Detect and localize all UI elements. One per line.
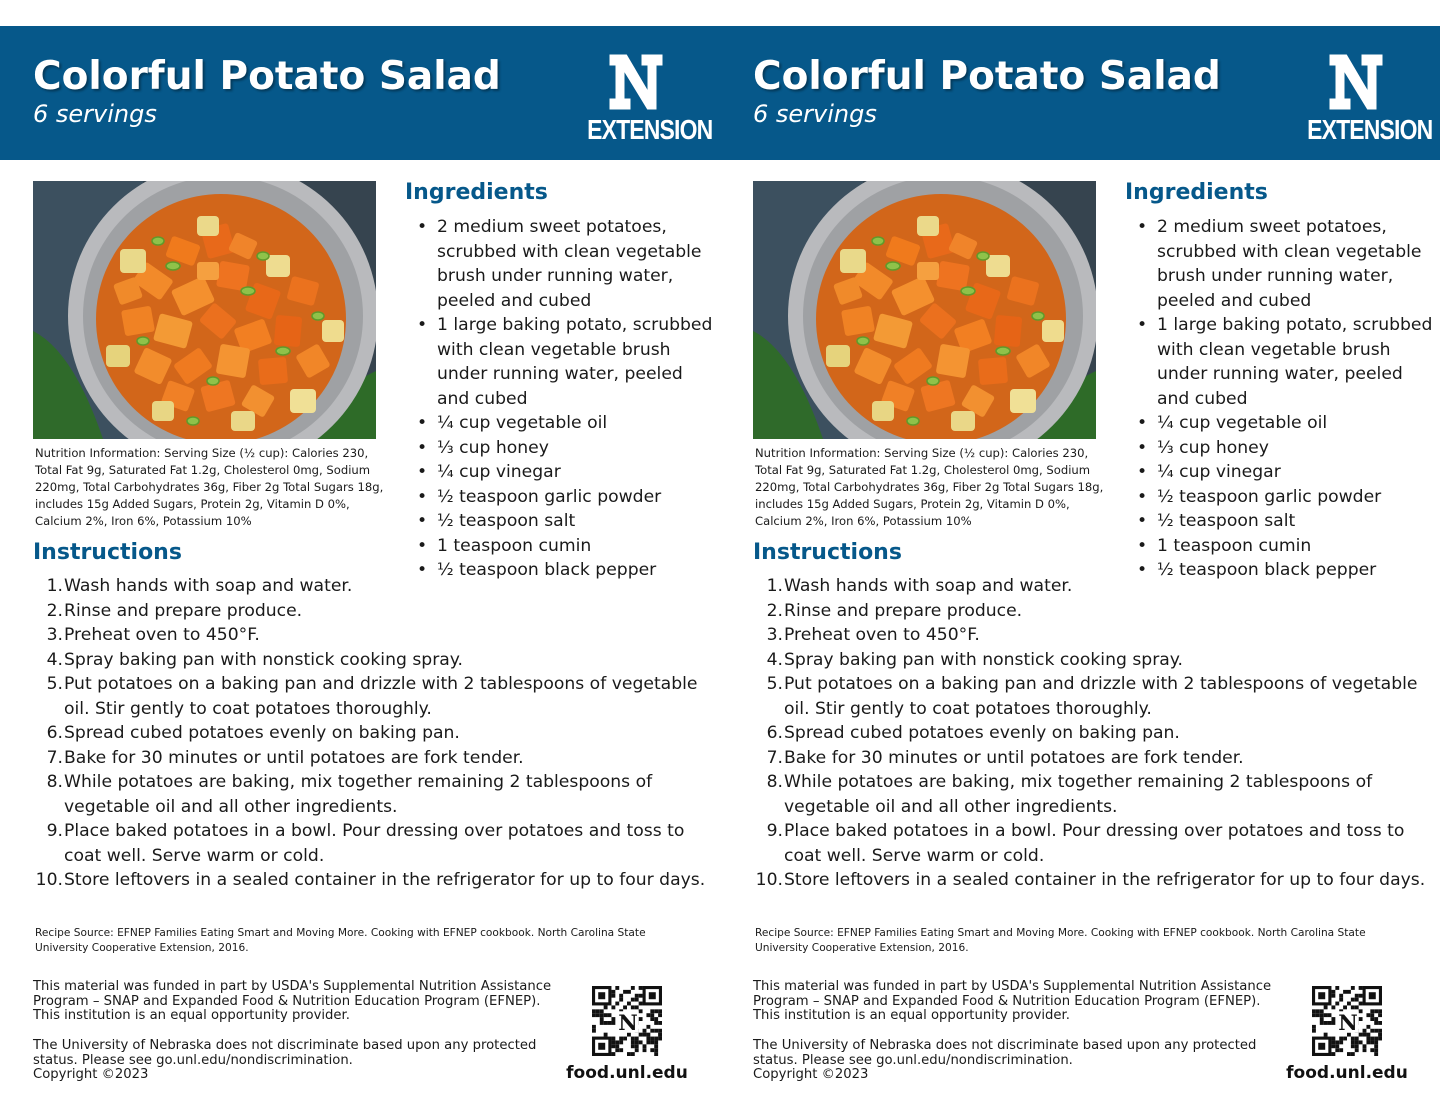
qr-code-icon[interactable] bbox=[1311, 986, 1383, 1056]
step-number: 1. bbox=[766, 576, 783, 596]
ingredients-list bbox=[1137, 215, 1437, 583]
step-number: 2. bbox=[766, 600, 783, 621]
svg-text:N: N bbox=[618, 1010, 638, 1036]
ingredient-item: • ¼ cup vegetable oil bbox=[1137, 411, 1437, 436]
extension-logo bbox=[1297, 52, 1433, 148]
ingredient-item: • ⅓ cup honey bbox=[417, 436, 717, 461]
nondiscrimination-statement bbox=[753, 1039, 1283, 1083]
recipe-source: Recipe Source: EFNEP Families Eating Smart and Moving More. Cooking with EFNEP cookbook. North Carolina State University Cooperative Extension, 2016. bbox=[35, 927, 646, 954]
qr-code-icon[interactable] bbox=[591, 986, 663, 1056]
ingredient-item: • 1 large baking potato, scrubbed with clean vegetable brush under running water, peeled and cubed bbox=[417, 315, 713, 409]
instruction-step: 9. Place baked potatoes in a bowl. Pour dressing over potatoes and toss to coat well. Serve warm or cold. bbox=[33, 819, 713, 868]
nondiscrimination-text: The University of Nebraska does not discriminate based upon any protected status. Please see go.unl.edu/nondiscrimination. bbox=[753, 1038, 1257, 1068]
potato-salad-photo bbox=[753, 181, 1096, 439]
bullet-icon: • bbox=[417, 437, 428, 458]
instruction-step: 9. Place baked potatoes in a bowl. Pour dressing over potatoes and toss to coat well. Serve warm or cold. bbox=[753, 819, 1433, 868]
potato-salad-photo bbox=[33, 181, 376, 439]
step-number: 9. bbox=[46, 821, 63, 841]
ingredients-list bbox=[417, 215, 717, 583]
instruction-step: 6. Spread cubed potatoes evenly on baking pan. bbox=[753, 721, 1433, 746]
step-number: 1. bbox=[46, 576, 63, 596]
step-number: 3. bbox=[46, 625, 63, 645]
instructions-heading: Instructions bbox=[753, 540, 902, 565]
nondiscrimination-statement bbox=[33, 1039, 563, 1083]
step-number: 7. bbox=[766, 747, 783, 768]
step-number: 9. bbox=[766, 821, 783, 841]
ingredient-item: • ½ teaspoon garlic powder bbox=[1137, 485, 1437, 510]
servings: 6 servings bbox=[753, 100, 877, 128]
instruction-step: 8. While potatoes are baking, mix together remaining 2 tablespoons of vegetable oil and all other ingredients. bbox=[753, 770, 1433, 819]
svg-text:N: N bbox=[1338, 1010, 1358, 1036]
ingredient-item: • ¼ cup vegetable oil bbox=[417, 411, 717, 436]
instruction-step: 5. Put potatoes on a baking pan and drizzle with 2 tablespoons of vegetable oil. Stir gently to coat potatoes thoroughly. bbox=[33, 672, 713, 721]
ingredient-item: • ¼ cup vinegar bbox=[1137, 460, 1437, 485]
website-link[interactable]: food.unl.edu bbox=[566, 1063, 688, 1083]
nutrition-info: Nutrition Information: Serving Size (½ cup): Calories 230, Total Fat 9g, Saturated Fat 1.2g, Cholesterol 0mg, Sodium 220mg, Total Carbohydrates 36g, Fiber 2g Total Sugars 18g, includes 15g Added Sugars, Protein 2g, Vitamin D 0%, Calcium 2%, Iron 6%, Potassium 10% bbox=[35, 446, 384, 528]
step-number: 3. bbox=[766, 625, 783, 645]
servings: 6 servings bbox=[33, 100, 157, 128]
nondiscrimination-text: The University of Nebraska does not discriminate based upon any protected status. Please see go.unl.edu/nondiscrimination. bbox=[33, 1038, 537, 1068]
bullet-icon: • bbox=[1137, 217, 1148, 237]
bullet-icon: • bbox=[1137, 413, 1148, 433]
bullet-icon: • bbox=[417, 535, 428, 556]
ingredient-item: • ½ teaspoon garlic powder bbox=[417, 485, 717, 510]
step-number: 10. bbox=[755, 870, 783, 890]
ingredient-item: • 1 teaspoon cumin bbox=[1137, 534, 1437, 559]
bullet-icon: • bbox=[417, 315, 428, 335]
instruction-step: 7. Bake for 30 minutes or until potatoes are fork tender. bbox=[33, 746, 713, 771]
instruction-step: 10. Store leftovers in a sealed container in the refrigerator for up to four days. bbox=[33, 868, 713, 893]
instruction-step: 8. While potatoes are baking, mix together remaining 2 tablespoons of vegetable oil and all other ingredients. bbox=[33, 770, 713, 819]
step-number: 8. bbox=[46, 772, 63, 792]
recipe-title: Colorful Potato Salad bbox=[753, 54, 1221, 99]
ingredient-item: • 2 medium sweet potatoes, scrubbed with clean vegetable brush under running water, peeled and cubed bbox=[1137, 217, 1422, 311]
instruction-step: 10. Store leftovers in a sealed container in the refrigerator for up to four days. bbox=[753, 868, 1433, 893]
ingredients-heading: Ingredients bbox=[405, 180, 548, 205]
step-number: 6. bbox=[46, 723, 63, 743]
bullet-icon: • bbox=[417, 560, 428, 580]
copyright: Copyright ©2023 bbox=[753, 1067, 869, 1082]
logo-text: EXTENSION bbox=[587, 114, 713, 145]
logo-text: EXTENSION bbox=[1307, 114, 1433, 145]
bullet-icon: • bbox=[1137, 315, 1148, 335]
funding-statement: This material was funded in part by USDA's Supplemental Nutrition Assistance Program – SNAP and Expanded Food & Nutrition Education Program (EFNEP). This institution is an equal opportunity provider. bbox=[33, 979, 552, 1023]
bullet-icon: • bbox=[1137, 486, 1148, 507]
step-number: 7. bbox=[46, 747, 63, 768]
funding-statement: This material was funded in part by USDA's Supplemental Nutrition Assistance Program – SNAP and Expanded Food & Nutrition Education Program (EFNEP). This institution is an equal opportunity provider. bbox=[753, 979, 1272, 1023]
bullet-icon: • bbox=[417, 511, 428, 531]
step-number: 6. bbox=[766, 723, 783, 743]
bullet-icon: • bbox=[417, 217, 428, 237]
step-number: 8. bbox=[766, 772, 783, 792]
instruction-step: 4. Spray baking pan with nonstick cooking spray. bbox=[33, 648, 713, 673]
ingredient-item: • 1 large baking potato, scrubbed with clean vegetable brush under running water, peeled and cubed bbox=[1137, 315, 1433, 409]
recipe-title: Colorful Potato Salad bbox=[33, 54, 501, 99]
bullet-icon: • bbox=[417, 486, 428, 507]
ingredient-item: • ½ teaspoon salt bbox=[417, 509, 717, 534]
instruction-step: 5. Put potatoes on a baking pan and drizzle with 2 tablespoons of vegetable oil. Stir gently to coat potatoes thoroughly. bbox=[753, 672, 1433, 721]
website-link[interactable]: food.unl.edu bbox=[1286, 1063, 1408, 1083]
step-number: 5. bbox=[766, 674, 783, 694]
recipe-card-right bbox=[720, 26, 1440, 1112]
ingredient-item: • ½ teaspoon black pepper bbox=[1137, 558, 1437, 583]
instruction-step: 7. Bake for 30 minutes or until potatoes are fork tender. bbox=[753, 746, 1433, 771]
step-number: 2. bbox=[46, 600, 63, 621]
recipe-source: Recipe Source: EFNEP Families Eating Smart and Moving More. Cooking with EFNEP cookbook. North Carolina State University Cooperative Extension, 2016. bbox=[755, 927, 1366, 954]
ingredients-heading: Ingredients bbox=[1125, 180, 1268, 205]
instruction-step: 3. Preheat oven to 450°F. bbox=[753, 623, 1433, 648]
instructions-heading: Instructions bbox=[33, 540, 182, 565]
copyright: Copyright ©2023 bbox=[33, 1067, 149, 1082]
instruction-step: 1. Wash hands with soap and water. bbox=[33, 574, 713, 599]
step-number: 5. bbox=[46, 674, 63, 694]
step-number: 4. bbox=[766, 649, 783, 670]
nebraska-n-icon bbox=[1327, 52, 1385, 112]
instructions-list bbox=[753, 574, 1433, 893]
instruction-step: 3. Preheat oven to 450°F. bbox=[33, 623, 713, 648]
instruction-step: 2. Rinse and prepare produce. bbox=[753, 599, 1433, 624]
ingredient-item: • ½ teaspoon black pepper bbox=[417, 558, 717, 583]
nebraska-n-icon bbox=[607, 52, 665, 112]
ingredient-item: • ¼ cup vinegar bbox=[417, 460, 717, 485]
instruction-step: 6. Spread cubed potatoes evenly on baking pan. bbox=[33, 721, 713, 746]
instruction-step: 2. Rinse and prepare produce. bbox=[33, 599, 713, 624]
bullet-icon: • bbox=[1137, 437, 1148, 458]
step-number: 10. bbox=[35, 870, 63, 890]
instructions-list bbox=[33, 574, 713, 893]
ingredient-item: • 2 medium sweet potatoes, scrubbed with clean vegetable brush under running water, peeled and cubed bbox=[417, 217, 702, 311]
bullet-icon: • bbox=[1137, 462, 1148, 482]
bullet-icon: • bbox=[1137, 560, 1148, 580]
bullet-icon: • bbox=[1137, 535, 1148, 556]
step-number: 4. bbox=[46, 649, 63, 670]
recipe-card-left bbox=[0, 26, 720, 1112]
ingredient-item: • 1 teaspoon cumin bbox=[417, 534, 717, 559]
instruction-step: 1. Wash hands with soap and water. bbox=[753, 574, 1433, 599]
bullet-icon: • bbox=[417, 462, 428, 482]
ingredient-item: • ⅓ cup honey bbox=[1137, 436, 1437, 461]
ingredient-item: • ½ teaspoon salt bbox=[1137, 509, 1437, 534]
bullet-icon: • bbox=[1137, 511, 1148, 531]
extension-logo bbox=[577, 52, 713, 148]
nutrition-info: Nutrition Information: Serving Size (½ cup): Calories 230, Total Fat 9g, Saturated Fat 1.2g, Cholesterol 0mg, Sodium 220mg, Total Carbohydrates 36g, Fiber 2g Total Sugars 18g, includes 15g Added Sugars, Protein 2g, Vitamin D 0%, Calcium 2%, Iron 6%, Potassium 10% bbox=[755, 446, 1104, 528]
bullet-icon: • bbox=[417, 413, 428, 433]
instruction-step: 4. Spray baking pan with nonstick cooking spray. bbox=[753, 648, 1433, 673]
